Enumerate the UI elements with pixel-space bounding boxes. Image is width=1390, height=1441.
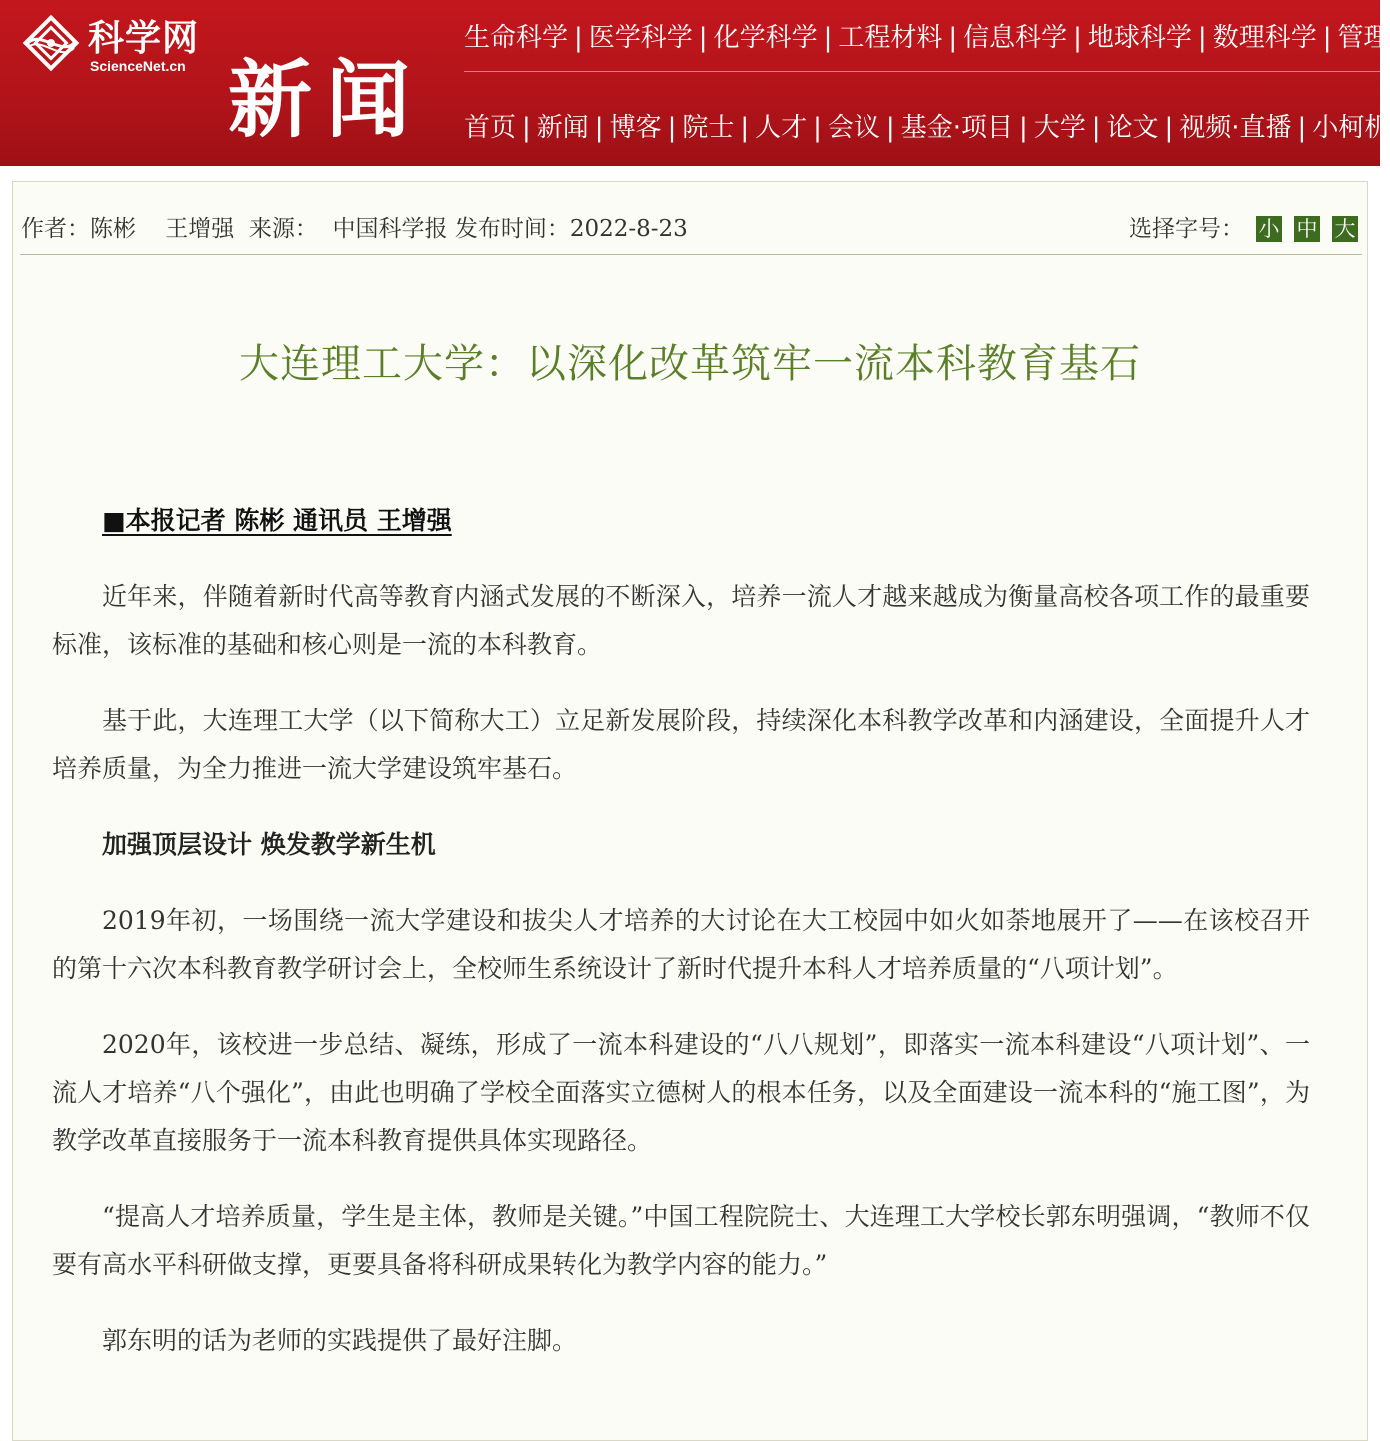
font-size-medium-button[interactable]: 中 [1294,216,1320,242]
article-subheading-1: 加强顶层设计 焕发教学新生机 [102,830,436,859]
source-name: 中国科学报 [332,216,448,242]
nav-separator: | [1073,23,1082,53]
nav-fund-project[interactable]: 基金·项目 [900,113,1013,143]
nav-xiaoke[interactable]: 小柯机 [1312,113,1390,143]
nav-divider [464,71,1380,72]
author-names: 陈彬 王增强 [90,216,235,242]
meta-gap [318,216,333,242]
nav-math-physics[interactable]: 数理科学 [1212,23,1317,53]
nav-conference[interactable]: 会议 [827,113,880,143]
font-size-large-button[interactable]: 大 [1332,216,1358,242]
nav-separator: | [1018,113,1028,143]
article-paragraph-1: 近年来，伴随着新时代高等教育内涵式发展的不断深入，培养一流人才越来越成为衡量高校各项工作的最重要标准，该标准的基础和核心则是一流的本科教育。 [52,582,1310,659]
time-label: 发布时间： [454,216,570,242]
channel-nav [464,115,1390,141]
nav-academician[interactable]: 院士 [682,113,735,143]
nav-information-science[interactable]: 信息科学 [963,23,1068,53]
nav-talent[interactable]: 人才 [755,113,808,143]
nav-separator: | [948,23,958,53]
article-paragraph-4: 2020年，该校进一步总结、凝练，形成了一流本科建设的“八八规划”，即落实一流本科建设“八项计划”、一流人才培养“八个强化”，由此也明确了学校全面落实立德树人的根本任务，以及全面建设一流本科的“施工图”，为教学改革直接服务于一流本科教育提供具体实现路径。 [52,1030,1310,1155]
nav-separator: | [594,113,604,143]
section-title: 新闻 [228,51,425,149]
nav-separator: | [823,23,833,53]
nav-news[interactable]: 新闻 [536,113,589,143]
article-byline: ■本报记者 陈彬 通讯员 王增强 [102,506,452,535]
nav-management-science[interactable]: 管理 [1337,23,1390,53]
nav-earth-science[interactable]: 地球科学 [1087,23,1192,53]
font-size-small-button[interactable]: 小 [1256,216,1282,242]
nav-home[interactable]: 首页 [464,113,517,143]
logo-chinese-name[interactable]: 科学网 [88,18,200,59]
nav-separator: | [1091,113,1101,143]
nav-university[interactable]: 大学 [1033,113,1086,143]
nav-separator: | [1322,23,1332,53]
subject-nav [464,25,1389,51]
meta-divider [20,254,1362,255]
article-body [52,497,1310,1393]
nav-separator: | [574,23,583,53]
nav-separator: | [1197,23,1207,53]
nav-blog[interactable]: 博客 [609,113,662,143]
nav-papers[interactable]: 论文 [1106,113,1159,143]
nav-chemical-science[interactable]: 化学科学 [713,23,818,53]
article-title: 大连理工大学：以深化改革筑牢一流本科教育基石 [239,341,1141,387]
nav-engineering-materials[interactable]: 工程材料 [838,23,943,53]
nav-separator: | [740,113,750,143]
publish-time: 2022-8-23 [569,216,688,242]
nav-life-science[interactable]: 生命科学 [464,23,569,53]
nav-separator: | [522,113,531,143]
article-paragraph-5: “提高人才培养质量，学生是主体，教师是关键。”中国工程院院士、大连理工大学校长郭东明强调，“教师不仅要有高水平科研做支撑，更要具备将科研成果转化为教学内容的能力。” [52,1202,1310,1279]
nav-separator: | [813,113,822,143]
nav-separator: | [1297,113,1307,143]
article-paragraph-6: 郭东明的话为老师的实践提供了最好注脚。 [102,1326,578,1355]
font-size-label: 选择字号： [1129,216,1244,242]
meta-gap [448,216,455,242]
site-header [0,0,1390,166]
article-paragraph-2: 基于此，大连理工大学（以下简称大工）立足新发展阶段，持续深化本科教学改革和内涵建设，全面提升人才培养质量，为全力推进一流大学建设筑牢基石。 [52,706,1310,783]
sciencenet-logo-icon[interactable] [20,12,82,74]
nav-separator: | [667,113,677,143]
logo-english-name[interactable]: ScienceNet.cn [90,58,186,74]
meta-gap [234,216,249,242]
article-meta [21,213,688,245]
article-paragraph-3: 2019年初，一场围绕一流大学建设和拔尖人才培养的大讨论在大工校园中如火如荼地展开了——在该校召开的第十六次本科教育教学研讨会上，全校师生系统设计了新时代提升本科人才培养质量的“八项计划”。 [52,906,1310,983]
nav-separator: | [1164,113,1174,143]
font-size-selector [1129,213,1358,245]
author-label: 作者： [21,216,90,242]
nav-separator: | [885,113,895,143]
nav-separator: | [698,23,708,53]
nav-video-live[interactable]: 视频·直播 [1179,113,1292,143]
source-label: 来源： [248,216,318,242]
nav-medical-science[interactable]: 医学科学 [588,23,693,53]
